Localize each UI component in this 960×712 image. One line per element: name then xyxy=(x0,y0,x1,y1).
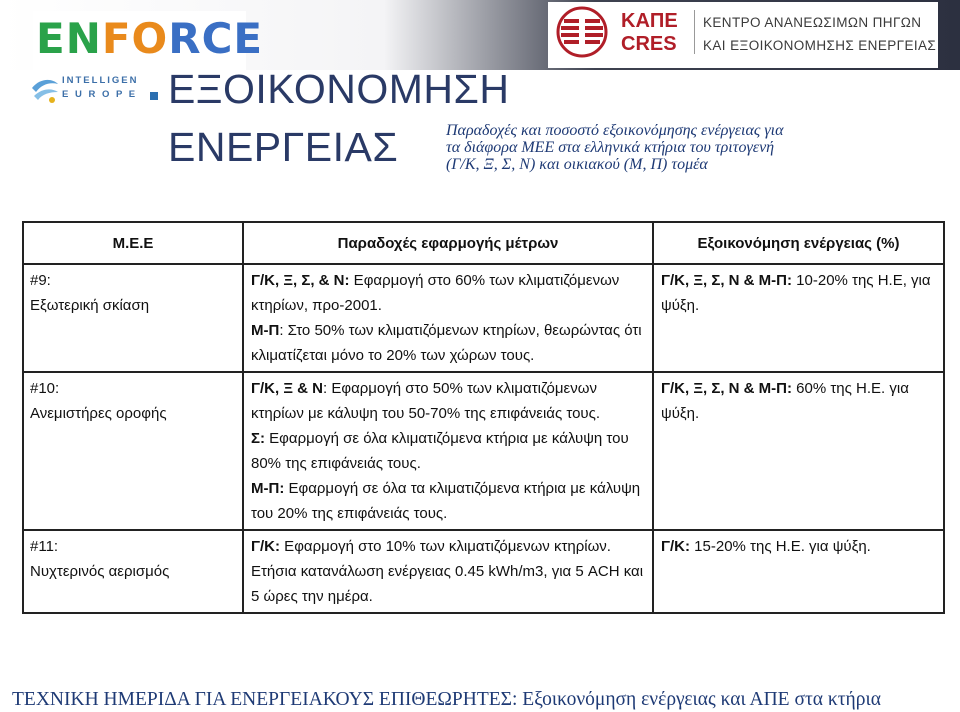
enforce-logo: ENFORCE xyxy=(36,14,264,63)
assumption-paragraph xyxy=(251,426,645,476)
cres-name-line2: ΚΑΙ ΕΞΟΙΚΟΝΟΜΗΣΗΣ ΕΝΕΡΓΕΙΑΣ xyxy=(703,38,937,53)
assumption-paragraph xyxy=(251,268,645,318)
savings-cell xyxy=(653,530,944,613)
savings-text: 10-20% της Η.Ε, για ψύξη. xyxy=(661,272,931,314)
assumption-text: Εφαρμογή στο 10% των κλιματιζόμενων κτηρίων. Ετήσια κατανάλωση ενέργειας 0.45 kWh/m3, για 5 ACH και 5 ώρες την ημέρα. xyxy=(251,538,644,605)
savings-cell xyxy=(653,264,944,372)
assumption-label: Σ: xyxy=(251,430,265,447)
measures-table xyxy=(22,221,945,614)
savings-label: Γ/Κ: xyxy=(661,538,691,555)
assumption-label: Μ-Π: xyxy=(251,480,285,497)
assumption-paragraph xyxy=(251,476,645,526)
subtitle-line1: Παραδοχές και ποσοστό εξοικονόμησης ενέργειας για xyxy=(446,122,784,139)
assumption-paragraph xyxy=(251,376,645,426)
assumptions-cell xyxy=(243,372,653,530)
savings-label: Γ/Κ, Ξ, Σ, Ν & Μ-Π: xyxy=(661,380,792,397)
intelligent-europe-text: INTELLIGEN E U R O P E xyxy=(62,75,139,100)
assumption-label: Γ/Κ, Ξ & Ν xyxy=(251,380,324,397)
assumption-text: : Στο 50% των κλιματιζόμενων κτηρίων, θεωρώντας ότι κλιματίζεται μόνο το 20% των χώρων τους. xyxy=(251,322,642,364)
page-subtitle xyxy=(446,122,916,173)
measure-cell xyxy=(23,264,243,372)
measure-name: Νυχτερινός αερισμός xyxy=(30,563,170,580)
measure-cell xyxy=(23,372,243,530)
measure-cell xyxy=(23,530,243,613)
title-bullet xyxy=(150,92,158,100)
assumption-paragraph xyxy=(251,534,645,609)
header-mee: Μ.Ε.Ε xyxy=(23,222,243,264)
measure-number: #10: xyxy=(30,380,60,397)
cres-abbr-en: CRES xyxy=(621,33,677,55)
measure-number: #9: xyxy=(30,272,51,289)
assumptions-cell xyxy=(243,530,653,613)
assumption-label: Μ-Π xyxy=(251,322,280,339)
cres-name-line1: ΚΕΝΤΡΟ ΑΝΑΝΕΩΣΙΜΩΝ ΠΗΓΩΝ xyxy=(703,15,922,30)
subtitle-line3: (Γ/Κ, Ξ, Σ, Ν) και οικιακού (Μ, Π) τομέα xyxy=(446,156,708,173)
footer-text: ΤΕΧΝΙΚΗ ΗΜΕΡΙΔΑ ΓΙΑ ΕΝΕΡΓΕΙΑΚΟΥΣ ΕΠΙΘΕΩΡΗΤΕΣ: Εξοικονόμηση ενέργειας και ΑΠΕ στα κτήρια xyxy=(12,689,881,710)
measure-name: Εξωτερική σκίαση xyxy=(30,297,150,314)
assumption-text: Εφαρμογή στο 60% των κλιματιζόμενων κτηρίων, προ-2001. xyxy=(251,272,620,314)
cres-abbr-gr: ΚΑΠΕ xyxy=(621,10,678,32)
table-row xyxy=(23,530,944,613)
subtitle-line2: τα διάφορα ΜΕΕ στα ελληνικά κτήρια του τριτογενή xyxy=(446,139,775,156)
cres-divider xyxy=(694,10,695,54)
savings-text: 15-20% της Η.Ε. για ψύξη. xyxy=(690,538,871,555)
measure-number: #11: xyxy=(30,538,59,555)
title-line2: ΕΝΕΡΓΕΙΑΣ xyxy=(168,124,399,170)
assumption-label: Γ/Κ: xyxy=(251,538,281,555)
table-header-row xyxy=(23,222,944,264)
savings-cell xyxy=(653,372,944,530)
table-row xyxy=(23,372,944,530)
assumption-paragraph xyxy=(251,318,645,368)
table-row xyxy=(23,264,944,372)
assumptions-cell xyxy=(243,264,653,372)
assumption-text: Εφαρμογή σε όλα κλιματιζόμενα κτήρια με κάλυψη του 80% της επιφάνειάς τους. xyxy=(251,430,629,472)
assumption-label: Γ/Κ, Ξ, Σ, & Ν: xyxy=(251,272,350,289)
cres-emblem-icon xyxy=(556,5,608,59)
header-savings: Εξοικονόμηση ενέργειας (%) xyxy=(653,222,944,264)
assumption-text: Εφαρμογή σε όλα τα κλιματιζόμενα κτήρια με κάλυψη του 20% της επιφάνειάς τους. xyxy=(251,480,641,522)
measure-name: Ανεμιστήρες οροφής xyxy=(30,405,167,422)
header-assumptions: Παραδοχές εφαρμογής μέτρων xyxy=(243,222,653,264)
savings-text: 60% της Η.Ε. για ψύξη. xyxy=(661,380,909,422)
title-line1: ΕΞΟΙΚΟΝΟΜΗΣΗ xyxy=(168,66,510,112)
savings-label: Γ/Κ, Ξ, Σ, Ν & Μ-Π: xyxy=(661,272,792,289)
assumption-text: : Εφαρμογή στο 50% των κλιματιζόμενων κτηρίων με κάλυψη του 50-70% της επιφάνειάς τους. xyxy=(251,380,601,422)
